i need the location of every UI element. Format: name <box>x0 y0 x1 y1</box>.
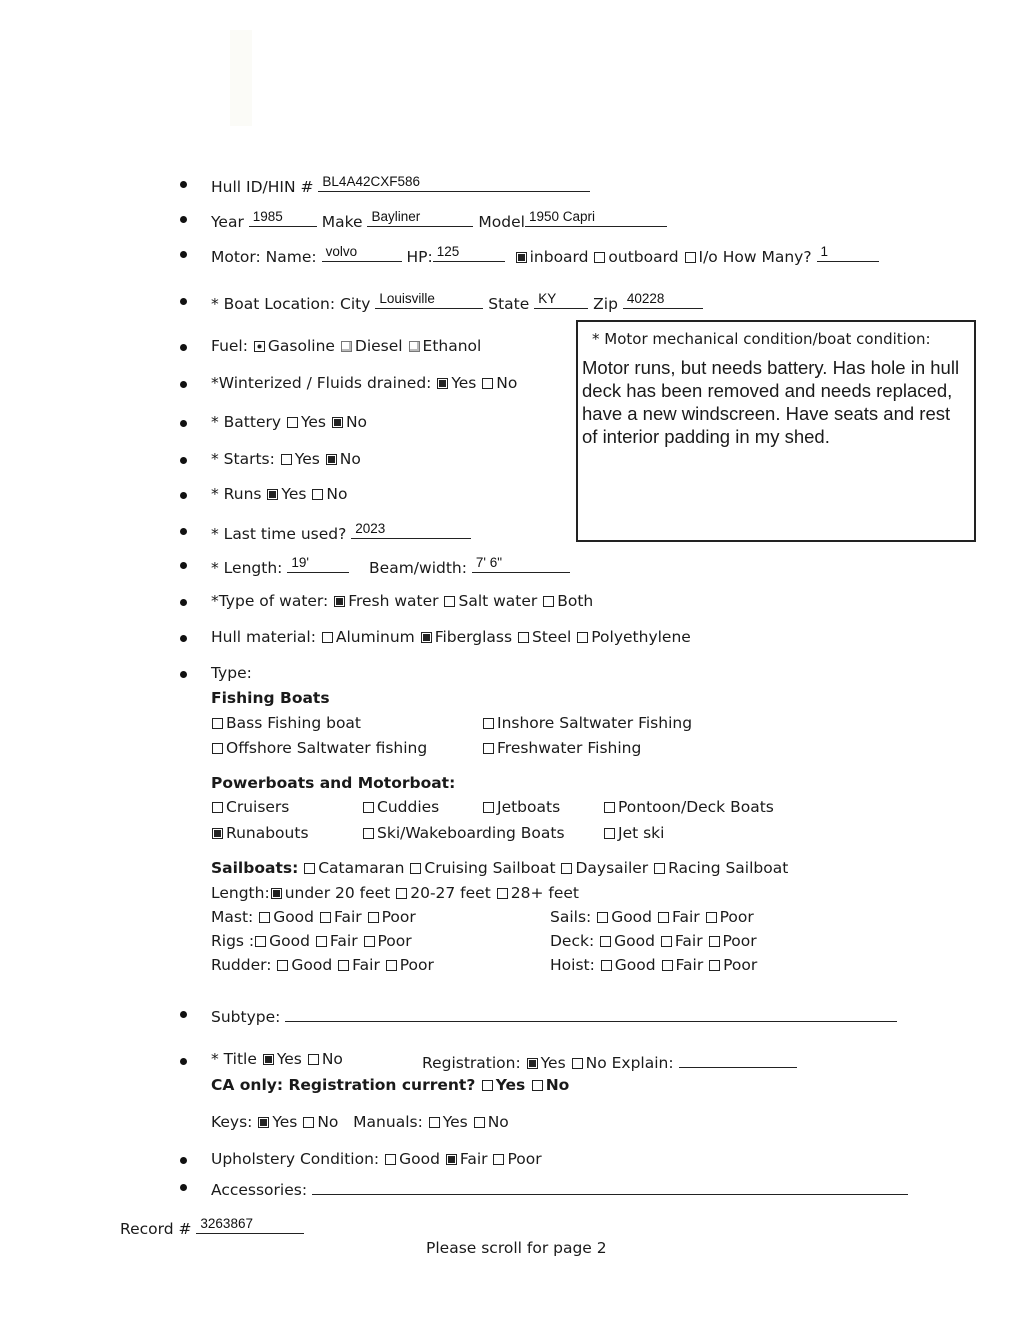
record-value: 3263867 <box>200 1216 253 1231</box>
ethanol-checkbox[interactable] <box>409 341 420 352</box>
length-label: * Length: <box>211 559 283 577</box>
daysailer-label: Daysailer <box>575 859 649 877</box>
deck-poor-label: Poor <box>722 932 757 950</box>
sails-row <box>550 908 754 926</box>
title-no-label: No <box>321 1050 343 1068</box>
make-field[interactable] <box>367 209 473 227</box>
battery-label: * Battery <box>211 413 282 431</box>
registration-yes-checkbox[interactable] <box>527 1058 538 1069</box>
runs-label: * Runs <box>211 485 262 503</box>
bullet <box>180 344 187 351</box>
ca-label: CA only: Registration current? <box>211 1076 476 1094</box>
bullet <box>180 420 187 427</box>
battery-yes-checkbox[interactable] <box>287 417 298 428</box>
year-label: Year <box>211 213 244 231</box>
winterized-no-label: No <box>496 374 518 392</box>
mast-row <box>211 908 416 926</box>
deck-row <box>550 932 757 950</box>
io-checkbox[interactable] <box>685 252 696 263</box>
keys-yes-label: Yes <box>272 1113 298 1131</box>
last-used-value: 2023 <box>355 521 386 536</box>
condition-box[interactable] <box>576 320 976 542</box>
deck-fair-label: Fair <box>674 932 703 950</box>
hoist-label: Hoist: <box>550 956 595 974</box>
sail-length-row <box>211 884 579 902</box>
title-no-checkbox[interactable] <box>308 1054 319 1065</box>
keys-yes-checkbox[interactable] <box>258 1117 269 1128</box>
title-yes-checkbox[interactable] <box>263 1054 274 1065</box>
zip-value: 40228 <box>626 291 665 306</box>
upholstery-fair-checkbox[interactable] <box>446 1154 457 1165</box>
ca-row <box>211 1076 569 1094</box>
both-water-checkbox[interactable] <box>543 596 554 607</box>
water-row <box>211 592 593 610</box>
upholstery-poor-checkbox[interactable] <box>493 1154 504 1165</box>
manuals-yes-checkbox[interactable] <box>429 1117 440 1128</box>
outboard-label: outboard <box>608 248 679 266</box>
rudder-poor-checkbox[interactable] <box>386 960 397 971</box>
bullet <box>180 216 187 223</box>
hoist-fair-checkbox[interactable] <box>662 960 673 971</box>
motor-name-value: volvo <box>325 244 358 259</box>
mast-good-checkbox[interactable] <box>259 912 270 923</box>
ca-no-checkbox[interactable] <box>532 1080 543 1091</box>
ca-yes-checkbox[interactable] <box>482 1080 493 1091</box>
upholstery-row <box>211 1150 542 1168</box>
jetboats-checkbox[interactable] <box>483 802 494 813</box>
freshwater-option <box>482 739 641 757</box>
pontoon-label: Pontoon/Deck Boats <box>618 798 774 816</box>
starts-label: * Starts: <box>211 450 275 468</box>
length-value: 19' <box>291 555 309 570</box>
accessories-label: Accessories: <box>211 1181 308 1199</box>
bullet <box>180 1011 187 1018</box>
mast-fair-label: Fair <box>333 908 362 926</box>
inboard-label: inboard <box>529 248 589 266</box>
freshwater-checkbox[interactable] <box>483 743 494 754</box>
polyethylene-label: Polyethylene <box>591 628 691 646</box>
year-make-model-row <box>211 209 667 231</box>
condition-box-text: Motor runs, but needs battery. Has hole in hull deck has been removed and needs replaced, have a new windscreen. Have seats and rest of interior padding in my shed. <box>582 357 960 447</box>
power-heading: Powerboats and Motorboat: <box>211 774 456 792</box>
fresh-water-checkbox[interactable] <box>334 596 345 607</box>
racing-sailboat-label: Racing Sailboat <box>668 859 789 877</box>
sails-label: Sails: <box>550 908 592 926</box>
manuals-yes-label: Yes <box>442 1113 468 1131</box>
starts-yes-checkbox[interactable] <box>281 454 292 465</box>
28-plus-label: 28+ feet <box>510 884 579 902</box>
runs-no-checkbox[interactable] <box>312 489 323 500</box>
upholstery-good-checkbox[interactable] <box>385 1154 396 1165</box>
registration-no-checkbox[interactable] <box>572 1058 583 1069</box>
hull-id-field[interactable] <box>318 174 590 192</box>
make-label: Make <box>321 213 363 231</box>
keys-label: Keys: <box>211 1113 253 1131</box>
winterized-yes-checkbox[interactable] <box>437 378 448 389</box>
sails-poor-label: Poor <box>719 908 754 926</box>
sailboats-heading: Sailboats: <box>211 859 299 877</box>
model-value: 1950 Capri <box>528 209 596 224</box>
motor-name-label: Motor: Name: <box>211 248 317 266</box>
starts-no-label: No <box>339 450 361 468</box>
subtype-row <box>211 1004 897 1026</box>
sailboats-row <box>211 859 788 877</box>
outboard-checkbox[interactable] <box>594 252 605 263</box>
subtype-field[interactable] <box>285 1004 897 1022</box>
motor-count-value: 1 <box>820 244 829 259</box>
bullet <box>180 492 187 499</box>
sail-length-label: Length: <box>211 884 270 902</box>
condition-box-title: * Motor mechanical condition/boat condition: <box>592 330 931 348</box>
jetski-checkbox[interactable] <box>604 828 615 839</box>
subtype-label: Subtype: <box>211 1008 281 1026</box>
rudder-good-checkbox[interactable] <box>277 960 288 971</box>
runs-no-label: No <box>326 485 348 503</box>
diesel-checkbox[interactable] <box>341 341 352 352</box>
bullet <box>180 599 187 606</box>
inshore-checkbox[interactable] <box>483 718 494 729</box>
city-label: * Boat Location: City <box>211 295 371 313</box>
ethanol-label: Ethanol <box>422 337 482 355</box>
inboard-checkbox[interactable] <box>516 252 527 263</box>
model-field[interactable] <box>525 209 667 227</box>
accessories-row <box>211 1177 908 1199</box>
daysailer-checkbox[interactable] <box>561 863 572 874</box>
upholstery-good-label: Good <box>399 1150 440 1168</box>
mast-fair-checkbox[interactable] <box>320 912 331 923</box>
aluminum-label: Aluminum <box>335 628 415 646</box>
hull-material-row <box>211 628 691 646</box>
rigs-label: Rigs : <box>211 932 255 950</box>
bass-label: Bass Fishing boat <box>226 714 361 732</box>
length-row <box>211 555 570 577</box>
rudder-good-label: Good <box>291 956 333 974</box>
beam-field[interactable] <box>472 555 570 573</box>
hoist-poor-checkbox[interactable] <box>709 960 720 971</box>
zip-label: Zip <box>593 295 618 313</box>
hull-material-label: Hull material: <box>211 628 316 646</box>
sails-fair-label: Fair <box>671 908 700 926</box>
battery-yes-label: Yes <box>300 413 327 431</box>
winterized-label: *Winterized / Fluids drained: <box>211 374 432 392</box>
starts-no-checkbox[interactable] <box>326 454 337 465</box>
manuals-no-checkbox[interactable] <box>474 1117 485 1128</box>
jetski-option <box>603 824 664 842</box>
bullet <box>180 528 187 535</box>
bullet <box>180 181 187 188</box>
fuel-row <box>211 337 481 355</box>
bass-checkbox[interactable] <box>212 718 223 729</box>
sails-good-checkbox[interactable] <box>597 912 608 923</box>
fishing-heading: Fishing Boats <box>211 689 330 707</box>
manuals-no-label: No <box>487 1113 509 1131</box>
winterized-row <box>211 374 517 392</box>
registration-no-label: No Explain: <box>585 1054 674 1072</box>
mast-poor-label: Poor <box>381 908 416 926</box>
offshore-option <box>211 739 427 757</box>
last-used-field[interactable] <box>351 521 471 539</box>
registration-yes-label: Yes <box>540 1054 566 1072</box>
state-field[interactable] <box>534 291 588 309</box>
freshwater-label: Freshwater Fishing <box>497 739 642 757</box>
location-row <box>211 291 703 313</box>
jetski-label: Jet ski <box>618 824 665 842</box>
state-value: KY <box>538 291 557 306</box>
hoist-fair-label: Fair <box>675 956 704 974</box>
catamaran-label: Catamaran <box>318 859 405 877</box>
cuddies-option <box>362 798 439 816</box>
mast-good-label: Good <box>273 908 315 926</box>
bullet <box>180 298 187 305</box>
offshore-checkbox[interactable] <box>212 743 223 754</box>
mast-poor-checkbox[interactable] <box>368 912 379 923</box>
rudder-label: Rudder: <box>211 956 272 974</box>
title-yes-label: Yes <box>276 1050 302 1068</box>
io-label: I/o How Many? <box>698 248 812 266</box>
upholstery-fair-label: Fair <box>459 1150 488 1168</box>
deck-good-checkbox[interactable] <box>600 936 611 947</box>
cuddies-checkbox[interactable] <box>363 802 374 813</box>
runabouts-label: Runabouts <box>226 824 309 842</box>
both-water-label: Both <box>557 592 594 610</box>
rigs-fair-label: Fair <box>329 932 358 950</box>
length-field[interactable] <box>287 555 349 573</box>
steel-label: Steel <box>532 628 572 646</box>
ca-no-label: No <box>545 1076 570 1094</box>
rigs-good-checkbox[interactable] <box>255 936 266 947</box>
keys-no-checkbox[interactable] <box>303 1117 314 1128</box>
winterized-no-checkbox[interactable] <box>482 378 493 389</box>
runs-yes-label: Yes <box>281 485 307 503</box>
water-label: *Type of water: <box>211 592 329 610</box>
bullet <box>180 1184 187 1191</box>
title-label: * Title <box>211 1050 257 1068</box>
battery-row <box>211 413 367 431</box>
year-value: 1985 <box>252 209 283 224</box>
hull-id-row <box>211 174 590 196</box>
steel-checkbox[interactable] <box>518 632 529 643</box>
rudder-row <box>211 956 434 974</box>
last-used-row <box>211 521 471 543</box>
fuel-label: Fuel: <box>211 337 248 355</box>
record-field[interactable] <box>196 1216 304 1234</box>
aluminum-checkbox[interactable] <box>322 632 333 643</box>
starts-row <box>211 450 361 468</box>
state-label: State <box>488 295 530 313</box>
battery-no-checkbox[interactable] <box>332 417 343 428</box>
salt-water-label: Salt water <box>458 592 538 610</box>
rudder-fair-checkbox[interactable] <box>338 960 349 971</box>
title-row <box>211 1050 343 1068</box>
racing-sailboat-checkbox[interactable] <box>654 863 665 874</box>
record-row <box>120 1216 304 1238</box>
inshore-option <box>482 714 692 732</box>
pontoon-checkbox[interactable] <box>604 802 615 813</box>
rigs-poor-checkbox[interactable] <box>364 936 375 947</box>
inshore-label: Inshore Saltwater Fishing <box>497 714 693 732</box>
scan-smudge <box>230 30 252 126</box>
registration-label: Registration: <box>422 1054 521 1072</box>
motor-count-field[interactable] <box>817 244 879 262</box>
offshore-label: Offshore Saltwater fishing <box>226 739 428 757</box>
motor-name-field[interactable] <box>322 244 402 262</box>
ski-label: Ski/Wakeboarding Boats <box>377 824 565 842</box>
diesel-label: Diesel <box>354 337 403 355</box>
ca-yes-label: Yes <box>495 1076 526 1094</box>
cruisers-checkbox[interactable] <box>212 802 223 813</box>
sails-good-label: Good <box>611 908 653 926</box>
hoist-poor-label: Poor <box>723 956 758 974</box>
footer-text: Please scroll for page 2 <box>426 1239 607 1257</box>
hull-id-label: Hull ID/HIN # <box>211 178 314 196</box>
make-value: Bayliner <box>371 209 421 224</box>
hoist-good-checkbox[interactable] <box>601 960 612 971</box>
city-value: Louisville <box>379 291 435 306</box>
rigs-fair-checkbox[interactable] <box>316 936 327 947</box>
city-field[interactable] <box>375 291 483 309</box>
20-27-checkbox[interactable] <box>396 888 407 899</box>
starts-yes-label: Yes <box>294 450 320 468</box>
deck-label: Deck: <box>550 932 595 950</box>
cruisers-label: Cruisers <box>226 798 290 816</box>
rigs-poor-label: Poor <box>377 932 412 950</box>
hoist-row <box>550 956 757 974</box>
accessories-field[interactable] <box>312 1177 908 1195</box>
bullet <box>180 1157 187 1164</box>
upholstery-poor-label: Poor <box>507 1150 542 1168</box>
battery-no-label: No <box>345 413 368 431</box>
bullet <box>180 251 187 258</box>
rigs-row <box>211 932 412 950</box>
upholstery-label: Upholstery Condition: <box>211 1150 380 1168</box>
cruisers-option <box>211 798 289 816</box>
registration-row <box>422 1050 797 1072</box>
hull-id-value: BL4A42CXF586 <box>322 174 420 189</box>
cruising-sailboat-checkbox[interactable] <box>410 863 421 874</box>
record-label: Record # <box>120 1220 192 1238</box>
sails-poor-checkbox[interactable] <box>706 912 717 923</box>
fresh-water-label: Fresh water <box>348 592 439 610</box>
rudder-poor-label: Poor <box>399 956 434 974</box>
jetboats-label: Jetboats <box>497 798 561 816</box>
jetboats-option <box>482 798 560 816</box>
bullet <box>180 671 187 678</box>
runabouts-option <box>211 824 309 842</box>
mast-label: Mast: <box>211 908 254 926</box>
keys-row <box>211 1113 509 1131</box>
motor-row <box>211 244 879 266</box>
bass-option <box>211 714 361 732</box>
hoist-good-label: Good <box>614 956 656 974</box>
polyethylene-checkbox[interactable] <box>577 632 588 643</box>
model-label: Model <box>478 213 525 231</box>
beam-label: Beam/width: <box>369 559 467 577</box>
bullet <box>180 635 187 642</box>
gasoline-checkbox[interactable] <box>254 341 265 352</box>
ski-checkbox[interactable] <box>363 828 374 839</box>
rigs-good-label: Good <box>269 932 310 950</box>
deck-poor-checkbox[interactable] <box>709 936 720 947</box>
ski-option <box>362 824 565 842</box>
year-field[interactable] <box>249 209 317 227</box>
last-used-label: * Last time used? <box>211 525 347 543</box>
hp-label: HP: <box>406 248 433 266</box>
rudder-fair-label: Fair <box>352 956 380 974</box>
bullet <box>180 562 187 569</box>
salt-water-checkbox[interactable] <box>444 596 455 607</box>
cruising-sailboat-label: Cruising Sailboat <box>424 859 556 877</box>
fiberglass-label: Fiberglass <box>434 628 513 646</box>
bullet <box>180 381 187 388</box>
runs-row <box>211 485 347 503</box>
zip-field[interactable] <box>623 291 703 309</box>
keys-no-label: No <box>317 1113 339 1131</box>
catamaran-checkbox[interactable] <box>304 863 315 874</box>
runabouts-checkbox[interactable] <box>212 828 223 839</box>
beam-value: 7' 6" <box>475 555 503 570</box>
registration-explain-field[interactable] <box>679 1050 797 1068</box>
deck-good-label: Good <box>614 932 655 950</box>
sails-fair-checkbox[interactable] <box>658 912 669 923</box>
deck-fair-checkbox[interactable] <box>661 936 672 947</box>
bullet <box>180 457 187 464</box>
28-plus-checkbox[interactable] <box>497 888 508 899</box>
hp-value: 125 <box>436 244 460 259</box>
fiberglass-checkbox[interactable] <box>421 632 432 643</box>
pontoon-option <box>603 798 774 816</box>
type-label: Type: <box>211 664 252 682</box>
gasoline-label: Gasoline <box>267 337 335 355</box>
hp-field[interactable] <box>433 244 505 262</box>
cuddies-label: Cuddies <box>377 798 440 816</box>
under-20-checkbox[interactable] <box>271 888 282 899</box>
runs-yes-checkbox[interactable] <box>267 489 278 500</box>
manuals-label: Manuals: <box>353 1113 423 1131</box>
under-20-label: under 20 feet <box>284 884 391 902</box>
bullet <box>180 1058 187 1065</box>
20-27-label: 20-27 feet <box>410 884 491 902</box>
winterized-yes-label: Yes <box>451 374 477 392</box>
